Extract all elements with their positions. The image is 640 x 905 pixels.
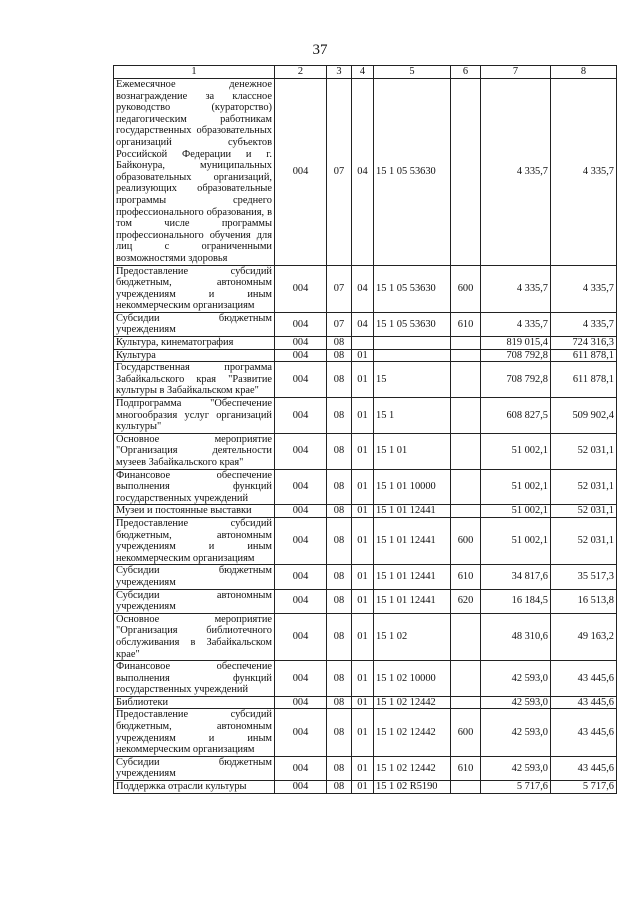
target-article-cell: 15 1 02 12442: [374, 696, 451, 709]
table-row: [114, 265, 617, 312]
amount-year1-cell: 51 002,1: [481, 517, 551, 564]
amount-year1-cell: 42 593,0: [481, 756, 551, 780]
target-article-cell: 15 1 01 12441: [374, 565, 451, 589]
row-name-cell: Предоставление субсидий бюджетным, автономным учреждениям и иным некоммерческим организациям: [114, 265, 275, 312]
table-row: [114, 337, 617, 350]
expense-type-cell: 610: [451, 565, 481, 589]
row-name-cell: Субсидии бюджетным учреждениям: [114, 756, 275, 780]
amount-year2-cell: 16 513,8: [551, 589, 617, 613]
header-cell: 4: [352, 66, 374, 79]
expense-type-cell: [451, 349, 481, 362]
target-article-cell: 15 1 02 10000: [374, 661, 451, 697]
ministry-code-cell: 004: [275, 589, 327, 613]
ministry-code-cell: 004: [275, 265, 327, 312]
row-name-cell: Субсидии автономным учреждениям: [114, 589, 275, 613]
target-article-cell: [374, 349, 451, 362]
table-row: [114, 505, 617, 518]
table-row: [114, 781, 617, 794]
subsection-code-cell: 01: [352, 565, 374, 589]
ministry-code-cell: 004: [275, 433, 327, 469]
amount-year1-cell: 4 335,7: [481, 265, 551, 312]
section-code-cell: 08: [327, 362, 352, 398]
section-code-cell: 08: [327, 709, 352, 756]
ministry-code-cell: 004: [275, 565, 327, 589]
ministry-code-cell: 004: [275, 661, 327, 697]
subsection-code-cell: 01: [352, 709, 374, 756]
subsection-code-cell: 04: [352, 265, 374, 312]
table-row: [114, 362, 617, 398]
row-name-cell: Поддержка отрасли культуры: [114, 781, 275, 794]
section-code-cell: 08: [327, 505, 352, 518]
header-cell: 1: [114, 66, 275, 79]
row-name-cell: Финансовое обеспечение выполнения функций государственных учреждений: [114, 661, 275, 697]
subsection-code-cell: 01: [352, 756, 374, 780]
expense-type-cell: [451, 362, 481, 398]
row-name-cell: Государственная программа Забайкальского края "Развитие культуры в Забайкальском крае": [114, 362, 275, 398]
expense-type-cell: 600: [451, 517, 481, 564]
ministry-code-cell: 004: [275, 362, 327, 398]
ministry-code-cell: 004: [275, 781, 327, 794]
amount-year1-cell: 5 717,6: [481, 781, 551, 794]
section-code-cell: 08: [327, 589, 352, 613]
table-row: [114, 349, 617, 362]
amount-year2-cell: 509 902,4: [551, 398, 617, 434]
amount-year1-cell: 4 335,7: [481, 312, 551, 336]
expense-type-cell: 610: [451, 312, 481, 336]
amount-year2-cell: 4 335,7: [551, 312, 617, 336]
target-article-cell: 15: [374, 362, 451, 398]
ministry-code-cell: 004: [275, 756, 327, 780]
header-cell: 8: [551, 66, 617, 79]
expense-type-cell: 600: [451, 709, 481, 756]
amount-year2-cell: 4 335,7: [551, 265, 617, 312]
table-row: [114, 469, 617, 505]
amount-year2-cell: 52 031,1: [551, 517, 617, 564]
table-row: [114, 756, 617, 780]
expense-type-cell: [451, 433, 481, 469]
table-row: [114, 398, 617, 434]
subsection-code-cell: 01: [352, 781, 374, 794]
section-code-cell: 07: [327, 265, 352, 312]
target-article-cell: 15 1 05 53630: [374, 265, 451, 312]
target-article-cell: 15 1 02 R5190: [374, 781, 451, 794]
section-code-cell: 08: [327, 696, 352, 709]
row-name-cell: Ежемесячное денежное вознаграждение за классное руководство (кураторство) педагогическим работникам государственных образовательных организаций субъектов Российской Федерации и г. Байконура, муниципальных образовательных организаций, реализующих образовательные программы среднего профессионального образования, в том числе программы профессионального обучения для лиц с ограниченными возможностями здоровья: [114, 79, 275, 266]
subsection-code-cell: 01: [352, 505, 374, 518]
row-name-cell: Субсидии бюджетным учреждениям: [114, 312, 275, 336]
expense-type-cell: [451, 696, 481, 709]
row-name-cell: Культура: [114, 349, 275, 362]
target-article-cell: 15 1 01 12441: [374, 505, 451, 518]
subsection-code-cell: 01: [352, 661, 374, 697]
subsection-code-cell: 01: [352, 362, 374, 398]
row-name-cell: Основное мероприятие "Организация деятельности музеев Забайкальского края": [114, 433, 275, 469]
subsection-code-cell: 01: [352, 469, 374, 505]
amount-year2-cell: 724 316,3: [551, 337, 617, 350]
target-article-cell: 15 1: [374, 398, 451, 434]
ministry-code-cell: 004: [275, 505, 327, 518]
amount-year1-cell: 4 335,7: [481, 79, 551, 266]
ministry-code-cell: 004: [275, 696, 327, 709]
amount-year1-cell: 42 593,0: [481, 709, 551, 756]
ministry-code-cell: 004: [275, 337, 327, 350]
amount-year2-cell: 43 445,6: [551, 756, 617, 780]
section-code-cell: 08: [327, 517, 352, 564]
amount-year1-cell: 42 593,0: [481, 661, 551, 697]
amount-year2-cell: 43 445,6: [551, 709, 617, 756]
row-name-cell: Финансовое обеспечение выполнения функций государственных учреждений: [114, 469, 275, 505]
amount-year2-cell: 611 878,1: [551, 349, 617, 362]
row-name-cell: Предоставление субсидий бюджетным, автономным учреждениям и иным некоммерческим организациям: [114, 709, 275, 756]
subsection-code-cell: 01: [352, 433, 374, 469]
row-name-cell: Культура, кинематография: [114, 337, 275, 350]
header-cell: 7: [481, 66, 551, 79]
header-cell: 3: [327, 66, 352, 79]
target-article-cell: 15 1 01 10000: [374, 469, 451, 505]
section-code-cell: 08: [327, 337, 352, 350]
section-code-cell: 08: [327, 756, 352, 780]
table-row: [114, 517, 617, 564]
target-article-cell: 15 1 01 12441: [374, 517, 451, 564]
section-code-cell: 08: [327, 349, 352, 362]
amount-year1-cell: 34 817,6: [481, 565, 551, 589]
header-cell: 6: [451, 66, 481, 79]
ministry-code-cell: 004: [275, 517, 327, 564]
table-row: [114, 613, 617, 660]
amount-year2-cell: 35 517,3: [551, 565, 617, 589]
table-row: [114, 696, 617, 709]
amount-year2-cell: 52 031,1: [551, 505, 617, 518]
target-article-cell: 15 1 01: [374, 433, 451, 469]
ministry-code-cell: 004: [275, 709, 327, 756]
table-row: [114, 565, 617, 589]
subsection-code-cell: 04: [352, 312, 374, 336]
subsection-code-cell: 01: [352, 613, 374, 660]
ministry-code-cell: 004: [275, 613, 327, 660]
expense-type-cell: [451, 613, 481, 660]
target-article-cell: 15 1 01 12441: [374, 589, 451, 613]
amount-year1-cell: 608 827,5: [481, 398, 551, 434]
amount-year2-cell: 49 163,2: [551, 613, 617, 660]
ministry-code-cell: 004: [275, 349, 327, 362]
target-article-cell: 15 1 02 12442: [374, 756, 451, 780]
subsection-code-cell: 01: [352, 398, 374, 434]
table-row: [114, 312, 617, 336]
section-code-cell: 07: [327, 312, 352, 336]
amount-year2-cell: 52 031,1: [551, 469, 617, 505]
budget-table: [113, 65, 617, 794]
table-body: [114, 79, 617, 794]
table-row: [114, 709, 617, 756]
target-article-cell: 15 1 02 12442: [374, 709, 451, 756]
amount-year1-cell: 42 593,0: [481, 696, 551, 709]
header-cell: 2: [275, 66, 327, 79]
header-row: [114, 66, 617, 79]
table-row: [114, 433, 617, 469]
subsection-code-cell: [352, 337, 374, 350]
section-code-cell: 08: [327, 433, 352, 469]
amount-year1-cell: 51 002,1: [481, 433, 551, 469]
amount-year2-cell: 43 445,6: [551, 696, 617, 709]
target-article-cell: [374, 337, 451, 350]
section-code-cell: 08: [327, 781, 352, 794]
expense-type-cell: [451, 505, 481, 518]
amount-year2-cell: 5 717,6: [551, 781, 617, 794]
section-code-cell: 07: [327, 79, 352, 266]
ministry-code-cell: 004: [275, 79, 327, 266]
expense-type-cell: [451, 469, 481, 505]
table-row: [114, 589, 617, 613]
expense-type-cell: [451, 337, 481, 350]
expense-type-cell: [451, 398, 481, 434]
subsection-code-cell: 01: [352, 589, 374, 613]
section-code-cell: 08: [327, 661, 352, 697]
row-name-cell: Субсидии бюджетным учреждениям: [114, 565, 275, 589]
amount-year2-cell: 4 335,7: [551, 79, 617, 266]
amount-year1-cell: 51 002,1: [481, 469, 551, 505]
ministry-code-cell: 004: [275, 469, 327, 505]
section-code-cell: 08: [327, 613, 352, 660]
section-code-cell: 08: [327, 565, 352, 589]
amount-year1-cell: 48 310,6: [481, 613, 551, 660]
ministry-code-cell: 004: [275, 398, 327, 434]
subsection-code-cell: 01: [352, 696, 374, 709]
subsection-code-cell: 01: [352, 517, 374, 564]
row-name-cell: Библиотеки: [114, 696, 275, 709]
expense-type-cell: [451, 661, 481, 697]
table-row: [114, 79, 617, 266]
row-name-cell: Основное мероприятие "Организация библиотечного обслуживания в Забайкальском крае": [114, 613, 275, 660]
section-code-cell: 08: [327, 398, 352, 434]
expense-type-cell: 600: [451, 265, 481, 312]
subsection-code-cell: 01: [352, 349, 374, 362]
amount-year1-cell: 16 184,5: [481, 589, 551, 613]
expense-type-cell: [451, 79, 481, 266]
ministry-code-cell: 004: [275, 312, 327, 336]
target-article-cell: 15 1 05 53630: [374, 312, 451, 336]
amount-year1-cell: 51 002,1: [481, 505, 551, 518]
amount-year1-cell: 708 792,8: [481, 362, 551, 398]
expense-type-cell: 610: [451, 756, 481, 780]
row-name-cell: Предоставление субсидий бюджетным, автономным учреждениям и иным некоммерческим организациям: [114, 517, 275, 564]
row-name-cell: Подпрограмма "Обеспечение многообразия услуг организаций культуры": [114, 398, 275, 434]
header-cell: 5: [374, 66, 451, 79]
amount-year2-cell: 611 878,1: [551, 362, 617, 398]
amount-year2-cell: 52 031,1: [551, 433, 617, 469]
table-row: [114, 661, 617, 697]
target-article-cell: 15 1 05 53630: [374, 79, 451, 266]
target-article-cell: 15 1 02: [374, 613, 451, 660]
row-name-cell: Музеи и постоянные выставки: [114, 505, 275, 518]
amount-year2-cell: 43 445,6: [551, 661, 617, 697]
amount-year1-cell: 819 015,4: [481, 337, 551, 350]
page-number: 37: [312, 42, 328, 58]
section-code-cell: 08: [327, 469, 352, 505]
amount-year1-cell: 708 792,8: [481, 349, 551, 362]
subsection-code-cell: 04: [352, 79, 374, 266]
expense-type-cell: [451, 781, 481, 794]
expense-type-cell: 620: [451, 589, 481, 613]
